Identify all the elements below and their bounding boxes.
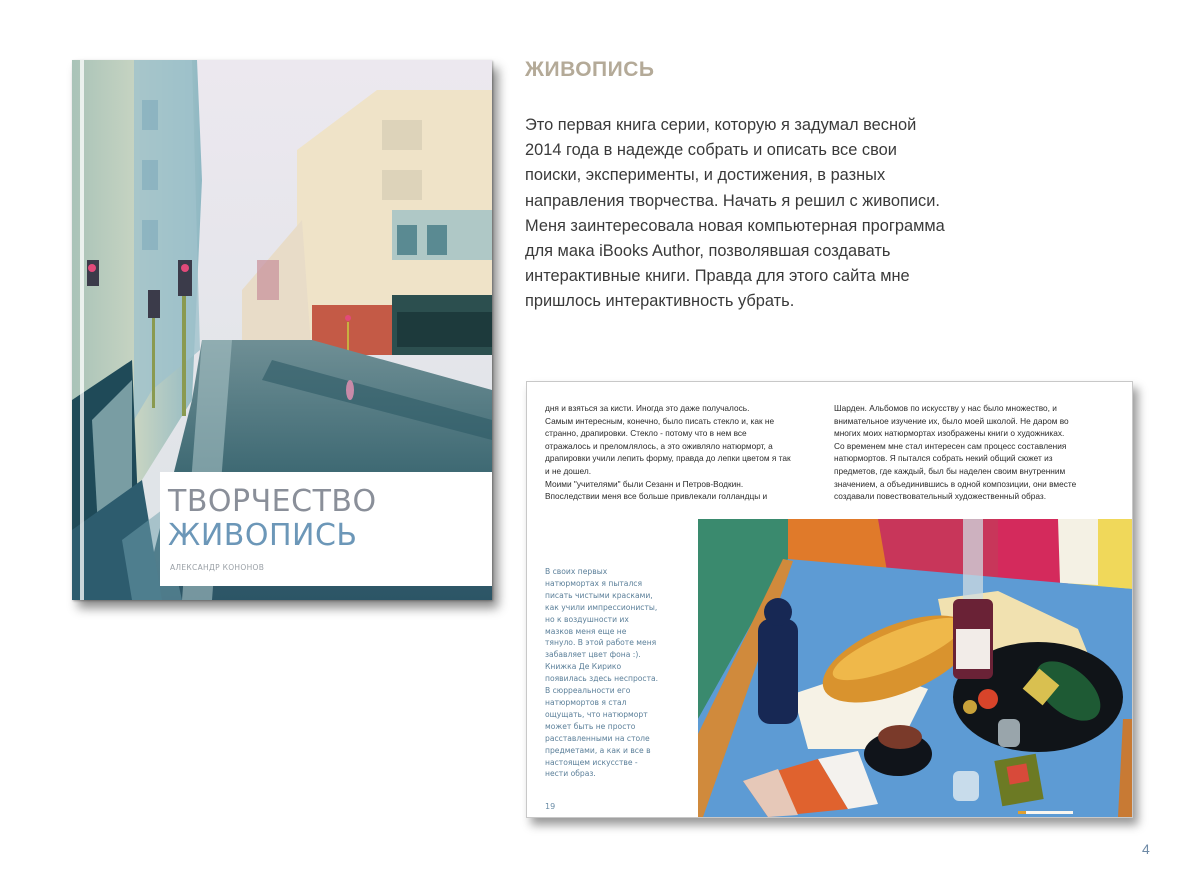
text-line: Моими "учителями" были Сезанн и Петров-Водкин. xyxy=(545,478,744,489)
caption-line: натюрмортов я стал xyxy=(545,697,627,707)
text-line: многих моих натюрмортах изображены книги о художниках. xyxy=(834,428,1065,439)
caption-line: натюрмортах я пытался xyxy=(545,578,643,588)
text-line: Впоследствии меня все больше привлекали голландцы и xyxy=(545,491,768,502)
intro-line: для мака iBooks Author, позволявшая создавать xyxy=(525,242,891,261)
text-line: натюрмортов. Я пытался собрать некий общий сюжет из xyxy=(834,453,1053,464)
caption-line: расставленными на столе xyxy=(545,733,650,743)
caption-line: предметами, а как и все в xyxy=(545,745,651,755)
cover-title-panel xyxy=(160,472,492,586)
cover-title-line-1: ТВОРЧЕСТВО xyxy=(168,484,377,519)
caption-line: Книжка Де Кирико xyxy=(545,662,622,672)
text-line: и не дошел. xyxy=(545,465,592,476)
intro-line: Это первая книга серии, которую я задумал весной xyxy=(525,116,917,134)
intro-paragraph xyxy=(525,113,995,315)
page-number: 4 xyxy=(1142,841,1150,857)
cover-author: АЛЕКСАНДР КОНОНОВ xyxy=(170,563,265,572)
text-line: драпировки учили лепить форму, правда до лепки цветом я так xyxy=(545,453,791,464)
spread-sidebar-caption xyxy=(545,566,695,780)
intro-line: поиски, эксперименты, и достижения, в разных xyxy=(525,166,886,185)
caption-line: ощущать, что натюрморт xyxy=(545,709,648,719)
text-line: странно, драпировки. Стекло - потому что в нем все xyxy=(545,428,747,439)
text-line: значением, а объединившись в одной композиции, они вместе xyxy=(834,478,1077,489)
caption-line: но к воздушности их xyxy=(545,614,629,624)
text-line: Шарден. Альбомов по искусству у нас было множество, и xyxy=(834,403,1057,413)
caption-line: настоящем искусстве - xyxy=(545,757,638,767)
caption-line: нести образ. xyxy=(545,769,596,779)
caption-line: В своих первых xyxy=(545,567,608,576)
caption-line: как учили импрессионисты, xyxy=(545,602,658,612)
caption-line: мазков меня еще не xyxy=(545,626,627,636)
caption-line: может быть не просто xyxy=(545,721,636,731)
caption-line: тянуло. В этой работе меня xyxy=(545,638,657,648)
cover-spine-highlight xyxy=(80,60,84,600)
text-line: Со временем мне стал интересен сам процесс составления xyxy=(834,440,1067,451)
caption-line: забавляет цвет фона :). xyxy=(545,650,641,660)
cover-title-line-2: ЖИВОПИСЬ xyxy=(168,518,358,553)
book-spread-preview xyxy=(526,381,1133,818)
page-heading: ЖИВОПИСЬ xyxy=(525,58,655,81)
still-life-painting xyxy=(698,519,1132,817)
text-line: предметов, где каждый, был бы наделен своим внутренним xyxy=(834,465,1066,476)
spread-right-column xyxy=(834,402,1124,503)
intro-line: Меня заинтересовала новая компьютерная программа xyxy=(525,216,945,235)
caption-line: В сюрреальности его xyxy=(545,686,631,696)
spread-left-column xyxy=(545,402,820,503)
text-line: Самым интересным, конечно, было писать стекло и, как не xyxy=(545,415,775,426)
intro-line: направления творчества. Начать я решил с живописи. xyxy=(525,191,940,210)
book-cover xyxy=(72,60,492,600)
text-line: создавали повествовательный художественный образ. xyxy=(834,491,1047,502)
spread-page-number: 19 xyxy=(545,802,556,811)
still-life-image xyxy=(698,519,1132,817)
intro-line: интерактивные книги. Правда для этого сайта мне xyxy=(525,267,910,286)
text-line: отражалось и преломлялось, а это оживляло натюрморт, а xyxy=(545,440,773,451)
caption-line: писать чистыми красками, xyxy=(545,590,653,600)
text-line: внимательное изучение их, было моей школой. Не даром во xyxy=(834,415,1069,426)
intro-line: 2014 года в надежде собрать и описать все свои xyxy=(525,141,897,160)
text-line: дня и взяться за кисти. Иногда это даже получалось. xyxy=(545,403,750,413)
intro-line: пришлось интерактивность убрать. xyxy=(525,292,795,311)
caption-line: появилась здесь неспроста. xyxy=(545,674,659,684)
